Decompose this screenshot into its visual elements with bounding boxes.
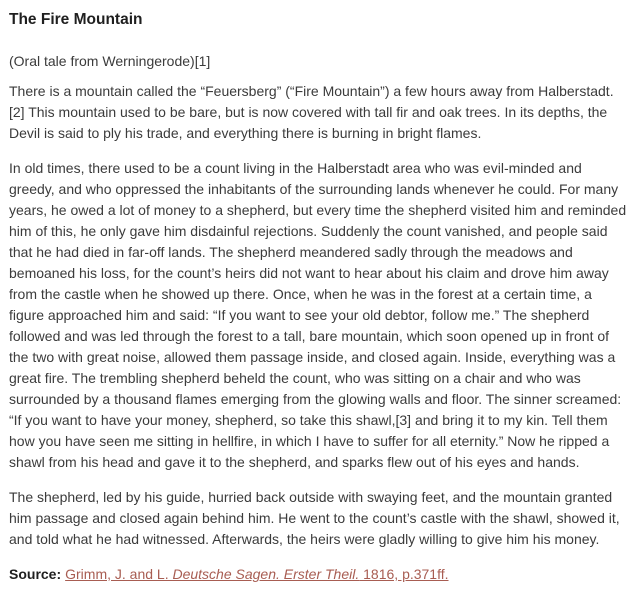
paragraph-1: There is a mountain called the “Feuersberg” (“Fire Mountain”) a few hours away from Halberstadt.[2] This mountain used to be bare, but is now covered with tall fir and oak trees. In its depths, the Devil is said to ply his trade, and everything there is burning in bright flames. bbox=[9, 83, 614, 141]
subtitle: (Oral tale from Werningerode)[1] bbox=[9, 53, 211, 69]
source-link-work-title: Deutsche Sagen. Erster Theil. bbox=[172, 566, 360, 582]
paragraph-2: In old times, there used to be a count living in the Halberstadt area who was evil-minded and greedy, and who oppressed the inhabitants of the surrounding lands whenever he could. For many years, he owed a lot of money to a shepherd, but every time the shepherd visited him and reminded him of this, he only gave him disdainful rejections. Suddenly the count vanished, and people said that he had died in far-off lands. The shepherd meandered sadly through the meadows and bemoaned his loss, for the count’s heirs did not want to hear about his claim and drove him away from the castle when he showed up there. Once, when he was in the forest at a certain time, a figure approached him and said: “If you want to see your old debtor, follow me.” The shepherd followed and was led through the forest to a tall, bare mountain, which soon opened up in front of the two with great noise, allowed them passage inside, and closed again. Inside, everything was a great fire. The trembling shepherd beheld the count, who was sitting on a chair and who was surrounded by a thousand flames emerging from the glowing walls and floor. The sinner screamed: “If you want to have your money, shepherd, so take this shawl,[3] and bring it to my kin. Tell them how you have seen me sitting in hellfire, in which I have to suffer for all eternity.” Now he ripped a shawl from his head and gave it to the shepherd, and sparks flew out of his eyes and hands. bbox=[9, 160, 627, 470]
source-label: Source: bbox=[9, 566, 62, 582]
page-title: The Fire Mountain bbox=[9, 11, 143, 28]
source-link[interactable] bbox=[65, 566, 448, 582]
source-link-year-page: 1816, p.371ff. bbox=[359, 566, 449, 582]
source-line bbox=[9, 564, 628, 585]
source-link-authors: Grimm, J. and L. bbox=[65, 566, 173, 582]
paragraph-3: The shepherd, led by his guide, hurried back outside with swaying feet, and the mountain granted him passage and closed again behind him. He went to the count’s castle with the shawl, showed it, and told what he had witnessed. Afterwards, the heirs were gladly willing to give him his money. bbox=[9, 489, 620, 547]
